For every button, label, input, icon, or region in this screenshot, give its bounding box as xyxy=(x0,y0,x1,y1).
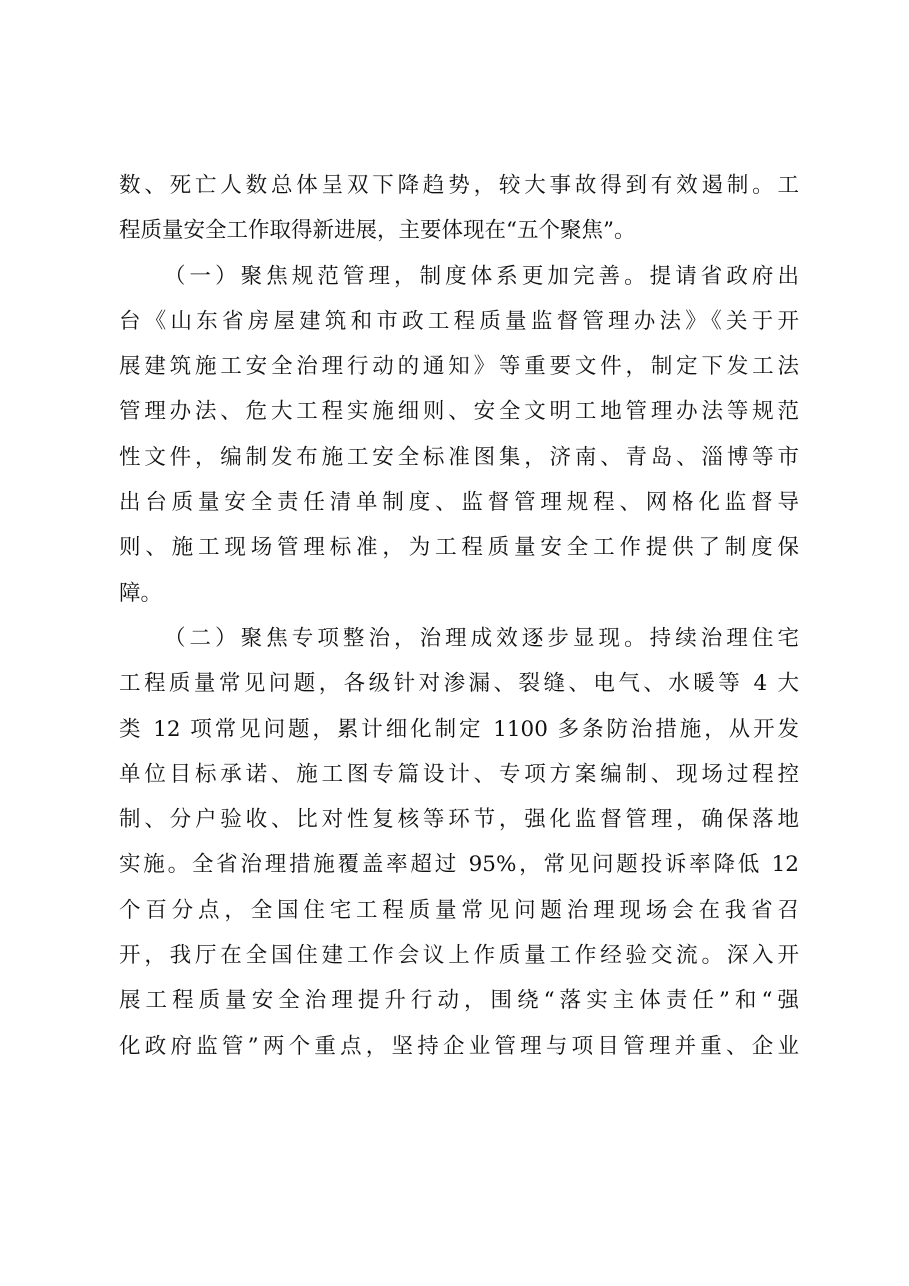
text-line: 工程质量常见问题，各级针对渗漏、裂缝、电气、水暖等 4 大 xyxy=(119,671,799,697)
text-line: 化政府监管”两个重点，坚持企业管理与项目管理并重、企业 xyxy=(119,1033,799,1059)
text-line: 障。 xyxy=(119,580,163,606)
text-line: 开，我厅在全国住建工作会议上作质量工作经验交流。深入开 xyxy=(119,943,799,969)
text-line: 程质量安全工作取得新进展，主要体现在“五个聚焦”。 xyxy=(119,218,636,244)
text-line: 单位目标承诺、施工图专篇设计、专项方案编制、现场过程控 xyxy=(119,761,799,787)
body-text xyxy=(119,163,799,1069)
text-line: 类 12 项常见问题，累计细化制定 1100 多条防治措施，从开发 xyxy=(119,716,799,742)
text-line: 出台质量安全责任清单制度、监督管理规程、网格化监督导 xyxy=(119,490,799,516)
text-line: 展建筑施工安全治理行动的通知》等重要文件，制定下发工法 xyxy=(119,354,799,380)
text-line: 展工程质量安全治理提升行动，围绕“落实主体责任”和“强 xyxy=(119,988,799,1014)
text-line: 台《山东省房屋建筑和市政工程质量监督管理办法》《关于开 xyxy=(119,308,799,334)
text-line: 数、死亡人数总体呈双下降趋势，较大事故得到有效遏制。工 xyxy=(119,173,799,198)
text-line: 制、分户验收、比对性复核等环节，强化监督管理，确保落地 xyxy=(119,807,799,833)
paragraph-first-line: （二）聚焦专项整治，治理成效逐步显现。持续治理住宅 xyxy=(164,625,799,651)
paragraph-first-line: （一）聚焦规范管理，制度体系更加完善。提请省政府出 xyxy=(164,263,799,289)
text-line: 管理办法、危大工程实施细则、安全文明工地管理办法等规范 xyxy=(119,399,799,425)
text-line: 则、施工现场管理标准，为工程质量安全工作提供了制度保 xyxy=(119,535,799,561)
text-line: 个百分点，全国住宅工程质量常见问题治理现场会在我省召 xyxy=(119,897,799,923)
text-line: 性文件，编制发布施工安全标准图集，济南、青岛、淄博等市 xyxy=(119,444,799,470)
text-line: 实施。全省治理措施覆盖率超过 95%，常见问题投诉率降低 12 xyxy=(119,852,799,878)
